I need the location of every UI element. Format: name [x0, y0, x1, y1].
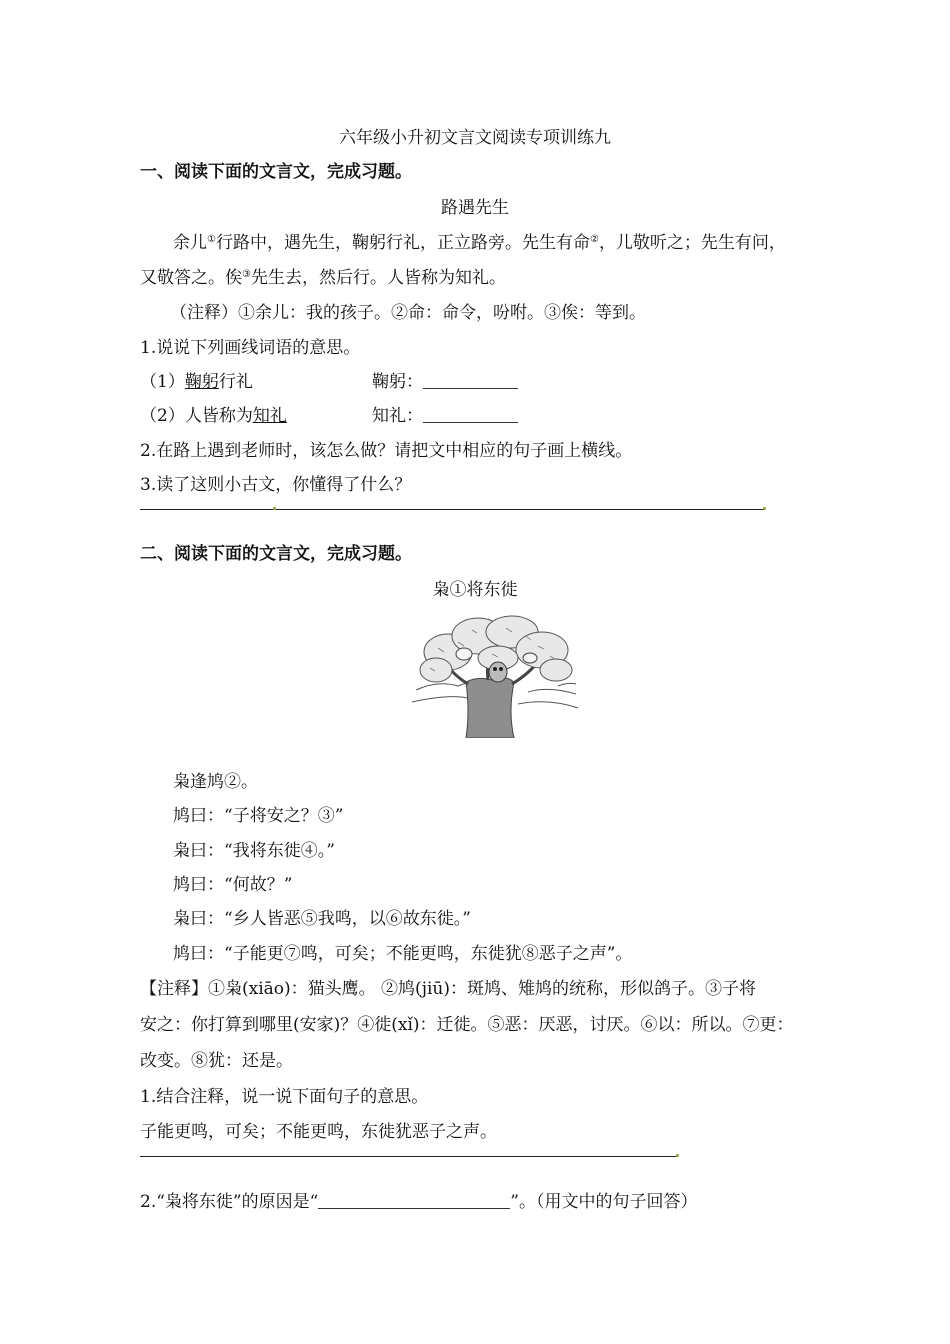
tree-owl-illustration-icon [408, 612, 580, 738]
section-2-heading: 二、阅读下面的文言文，完成习题。 [140, 544, 412, 564]
p2-question-1: 1.结合注释，说一说下面句子的意思。 [140, 1087, 429, 1107]
p1-question-1-item-2: （2）人皆称为知礼 [140, 406, 287, 426]
mark-dot [763, 507, 766, 510]
p1-question-1: 1.说说下列画线词语的意思。 [140, 338, 361, 358]
answer-blank[interactable] [423, 372, 518, 389]
answer-blank[interactable] [423, 406, 518, 423]
story-2-line-5: 枭曰：“乡人皆恶⑤我鸣，以⑥故东徙。” [173, 909, 471, 929]
p1-answer-1: 鞠躬： [372, 370, 518, 394]
story-1-text-line-1: 余儿①行路中，遇先生，鞠躬行礼，正立路旁。先生有命②，儿敬听之；先生有问， [173, 233, 786, 253]
p1-question-3: 3.读了这则小古文，你懂得了什么？ [140, 475, 412, 495]
story-2-line-6: 鸠曰：“子能更⑦鸣，可矣；不能更鸣，东徙犹⑧恶子之声”。 [173, 944, 633, 964]
story-2-line-3: 枭曰：“我将东徙④。” [173, 841, 335, 861]
page-title: 六年级小升初文言文阅读专项训练九 [339, 128, 611, 148]
story-2-line-2: 鸠曰：“子将安之？③” [173, 806, 344, 826]
answer-blank[interactable] [318, 1192, 510, 1209]
story-1-text-line-2: 又敬答之。俟③先生去，然后行。人皆称为知礼。 [140, 268, 506, 288]
story-2-notes-line-1: 【注释】①枭(xiāo)：猫头鹰。 ②鸠(jiū)：斑鸠、雉鸠的统称，形似鸽子。③子将 [140, 979, 756, 999]
p1-question-2: 2.在路上遇到老师时，该怎么做？请把文中相应的句子画上横线。 [140, 441, 633, 461]
answer-line[interactable] [140, 509, 764, 510]
section-1-heading: 一、阅读下面的文言文，完成习题。 [140, 162, 412, 182]
mark-dot [676, 1154, 679, 1157]
p1-question-1-item-1: （1）鞠躬行礼 [140, 372, 253, 392]
p1-answer-2: 知礼： [372, 404, 518, 428]
story-2-title: 枭①将东徙 [432, 580, 518, 600]
story-2-line-4: 鸠曰：“何故？” [173, 875, 293, 895]
story-2-notes-line-2: 安之：你打算到哪里(安家)？④徙(xǐ)：迁徙。⑤恶：厌恶，讨厌。⑥以：所以。⑦更： [140, 1015, 794, 1035]
p2-question-2: 2.“枭将东徙”的原因是“ ”。（用文中的句子回答） [140, 1192, 698, 1212]
mark-dot [273, 507, 276, 510]
answer-line[interactable] [140, 1156, 678, 1157]
story-2-line-1: 枭逢鸠②。 [173, 772, 258, 792]
story-1-title: 路遇先生 [441, 198, 509, 218]
p2-question-1-sentence: 子能更鸣，可矣；不能更鸣，东徙犹恶子之声。 [140, 1122, 497, 1142]
story-1-notes: （注释）①余儿：我的孩子。②命：命令，吩咐。③俟：等到。 [170, 303, 646, 323]
story-2-notes-line-3: 改变。⑧犹：还是。 [140, 1051, 293, 1071]
